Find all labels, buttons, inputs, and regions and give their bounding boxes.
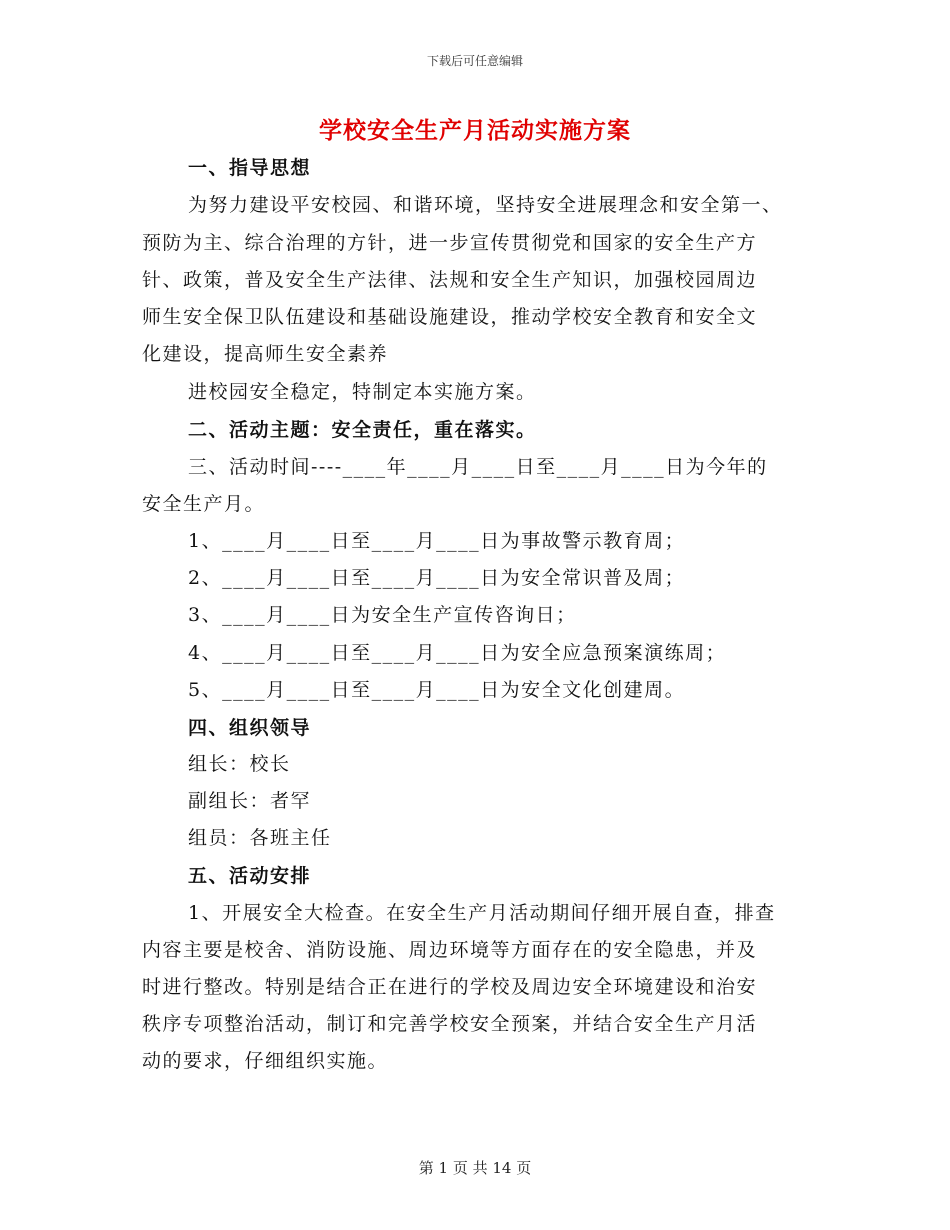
paragraph-line: 动的要求，仔细组织实施。	[142, 1050, 389, 1072]
list-item: 3、____月____日为安全生产宣传咨询日；	[188, 604, 577, 626]
paragraph-line: 针、政策，普及安全生产法律、法规和安全生产知识，加强校园周边	[142, 269, 758, 291]
paragraph-line: 三、活动时间----____年____月____日至____月____日为今年的	[188, 456, 768, 478]
section-heading-1: 一、指导思想	[188, 157, 312, 179]
paragraph-line: 内容主要是校舍、消防设施、周边环境等方面存在的安全隐患，并及	[142, 939, 758, 961]
paragraph-line: 为努力建设平安校园、和谐环境，坚持安全进展理念和安全第一、	[188, 194, 783, 216]
paragraph-line: 进校园安全稳定，特制定本实施方案。	[188, 381, 537, 403]
list-item: 1、____月____日至____月____日为事故警示教育周；	[188, 530, 686, 552]
document-title: 学校安全生产月活动实施方案	[319, 117, 631, 144]
paragraph-line: 组长：校长	[188, 753, 291, 775]
page-header: 下载后可任意编辑	[426, 54, 523, 68]
list-item: 5、____月____日至____月____日为安全文化创建周。	[188, 679, 686, 701]
paragraph-line: 时进行整改。特别是结合正在进行的学校及周边安全环境建设和治安	[142, 976, 758, 998]
paragraph-line: 师生安全保卫队伍建设和基础设施建设，推动学校安全教育和安全文	[142, 306, 758, 328]
paragraph-line: 秩序专项整治活动，制订和完善学校安全预案，并结合安全生产月活	[142, 1013, 758, 1035]
paragraph-line: 预防为主、综合治理的方针，进一步宣传贯彻党和国家的安全生产方	[142, 232, 758, 254]
paragraph-line: 组员：各班主任	[188, 827, 332, 849]
paragraph-line: 安全生产月。	[142, 493, 266, 515]
section-heading-4: 四、组织领导	[188, 717, 312, 739]
page-number: 第 1 页 共 14 页	[418, 1159, 532, 1177]
paragraph-line: 化建设，提高师生安全素养	[142, 343, 389, 365]
section-heading-2: 二、活动主题：安全责任，重在落实。	[188, 419, 537, 441]
paragraph-line: 副组长：者罕	[188, 790, 312, 812]
list-item: 4、____月____日至____月____日为安全应急预案演练周；	[188, 642, 727, 664]
paragraph-line: 1、开展安全大检查。在安全生产月活动期间仔细开展自查，排查	[188, 902, 776, 924]
section-heading-5: 五、活动安排	[188, 865, 312, 887]
list-item: 2、____月____日至____月____日为安全常识普及周；	[188, 567, 686, 589]
